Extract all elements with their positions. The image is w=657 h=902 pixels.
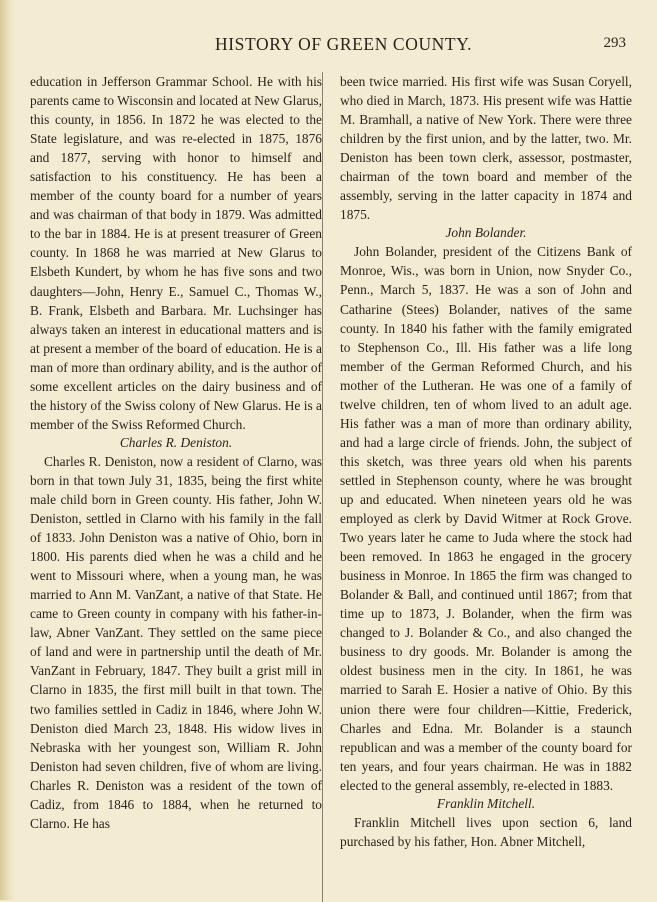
paragraph-luchsinger: education in Jefferson Grammar School. He with his parents came to Wisconsin and located at New Glarus, this county, in 1856. In 1872 he was elected to the State legislature, and was re-elected in 1875, 1876 and 1877, serving with honor to himself and satisfaction to his constituency. He has been a member of the county board for a number of years and was chairman of that body in 1879. Was admitted to the bar in 1884. He is at present treasurer of Green county. In 1868 he was married at New Glarus to Elsbeth Kundert, by whom he has five sons and two daughters—John, Henry E., Samuel C., Thomas W., B. Frank, Elsbeth and Barbara. Mr. Luchsinger has always taken an interest in educational matters and is at present a member of the board of education. He is a man of more than ordinary ability, and is the author of some excellent articles on the dairy business and of the history of the Swiss colony of New Glarus. He is a member of the Swiss Reformed Church. [30,74,322,432]
page-edge [0,0,16,900]
paragraph-mitchell: Franklin Mitchell lives upon section 6, land purchased by his father, Hon. Abner Mitchell, [340,814,632,849]
subheading-bolander: John Bolander. [445,225,527,241]
page-header [30,34,630,58]
right-column [340,72,632,851]
running-title: HISTORY OF GREEN COUNTY. [215,34,473,54]
subheading-deniston: Charles R. Deniston. [119,434,233,450]
paragraph-deniston-continued: been twice married. His first wife was Susan Coryell, who died in March, 1873. His present wife was Hattie M. Bramhall, a native of New York. There were three children by the first union, and by the latter, two. Mr. Deniston has been town clerk, assessor, postmaster, chairman of the town board and member of the assembly, serving in the latter capacity in 1874 and 1875. [340,74,632,223]
column-divider [322,72,323,902]
subheading-mitchell: Franklin Mitchell. [436,795,536,811]
paragraph-deniston: Charles R. Deniston, now a resident of Clarno, was born in that town July 31, 1835, being the first white male child born in Green county. His father, John W. Deniston, settled in Clarno with his family in the fall of 1833. John Deniston was a native of Ohio, born in 1800. His parents died when he was a child and he went to Missouri where, when a young man, he was married to Ann M. VanZant, a native of that State. He came to Green county in company with his father-in-law, Abner VanZant. They settled on the same piece of land and were in partnership until the death of Mr. VanZant in February, 1847. They built a grist mill in Clarno in 1835, the first mill built in that town. The two families settled in Cadiz in 1846, where John W. Deniston died March 23, 1848. His widow lives in Nebraska with her youngest son, William R. John Deniston had seven children, five of whom are living. Charles R. Deniston was a resident of the town of Cadiz, from 1846 to 1884, when he returned to Clarno. He has [30,453,322,831]
paragraph-bolander: John Bolander, president of the Citizens Bank of Monroe, Wis., was born in Union, now Snyder Co., Penn., March 5, 1837. He was a son of John and Catharine (Stees) Bolander, natives of the same county. In 1840 his father with the family emigrated to Stephenson Co., Ill. His father was a life long member of the German Reformed Church, and his mother of the Lutheran. He was one of a family of twelve children, ten of whom lived to an adult age. His father was a man of more than ordinary ability, and had a large circle of friends. John, the subject of this sketch, was three years old when his parents settled in Stephenson county, where he was brought up and educated. When nineteen years old he was employed as clerk by David Witmer at Rock Grove. Two years later he came to Juda where the stock had been removed. In 1863 he engaged in the grocery business in Monroe. In 1865 the firm was changed to Bolander & Ball, and continued until 1867; from that time up to 1873, J. Bolander, when the firm was changed to J. Bolander & Co., and also changed the business to dry goods. Mr. Bolander is among the oldest business men in the city. In 1861, he was married to Sarah E. Hosier a native of Ohio. By this union there were four children—Kittie, Frederick, Charles and Edna. Mr. Bolander is a staunch republican and was a member of the county board for ten years, and four years chairman. He was in 1882 elected to the general assembly, re-elected in 1883. [340,244,632,793]
page-number: 293 [603,35,626,51]
left-column [30,72,322,833]
